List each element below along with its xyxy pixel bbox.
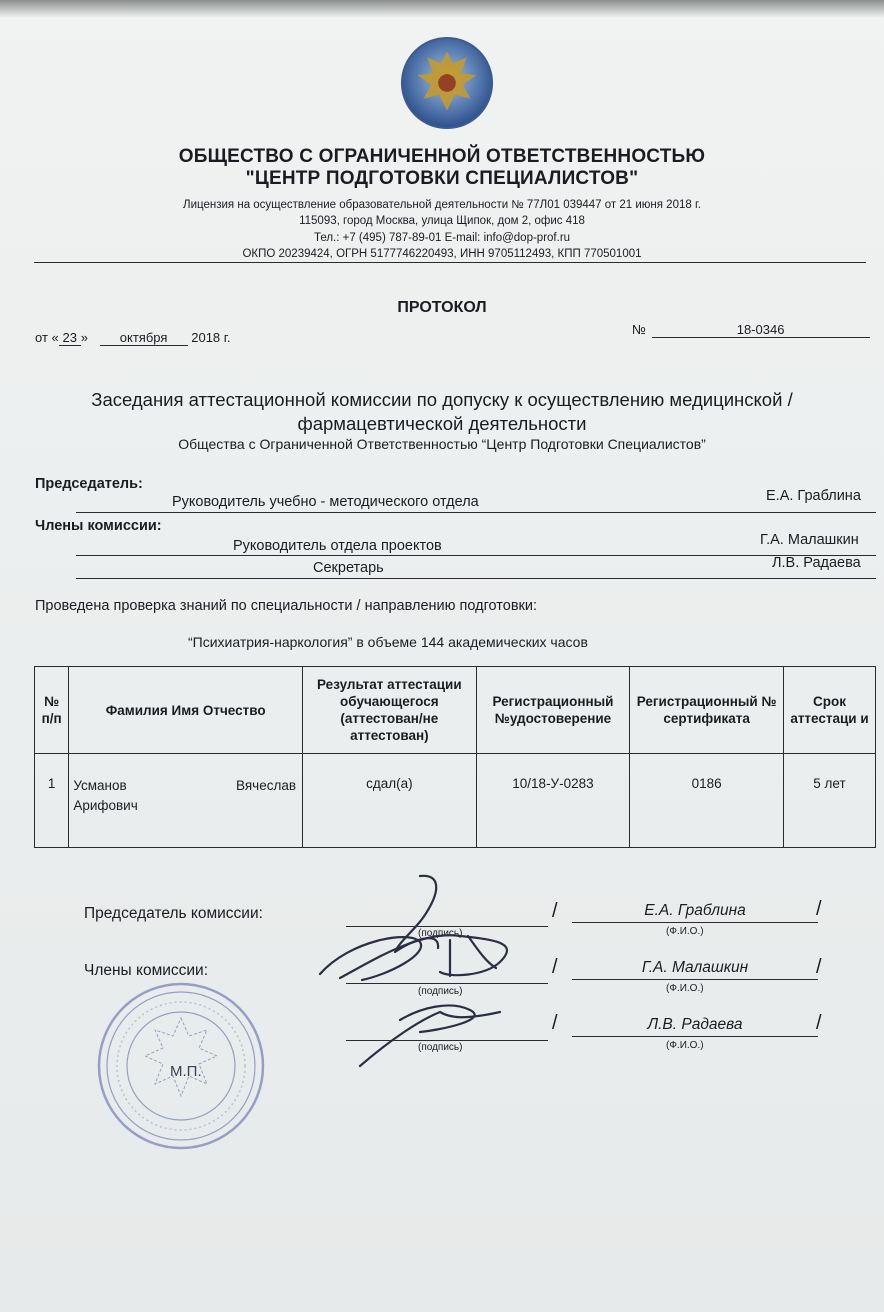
slash-1a: / xyxy=(552,900,558,922)
cell-term: 5 лет xyxy=(783,754,875,848)
th-reg-sert: Регистрационный № сертификата xyxy=(630,667,784,754)
date-prefix: от « xyxy=(35,330,59,345)
chair-role: Руководитель учебно - методического отдела xyxy=(172,494,479,510)
stamp-label: М.П. xyxy=(170,1063,202,1080)
org-title xyxy=(0,146,884,190)
cell-fio xyxy=(69,754,303,848)
org-license: Лицензия на осуществление образовательной деятельности № 77Л01 039447 от 21 июня 2018 г. xyxy=(183,199,701,211)
handwritten-signatures-icon xyxy=(300,870,560,1080)
slash-1b: / xyxy=(816,898,822,920)
sig-name-1: Е.А. Граблина xyxy=(644,902,746,919)
org-title-line2: "ЦЕНТР ПОДГОТОВКИ СПЕЦИАЛИСТОВ" xyxy=(245,168,639,189)
members-label: Члены комиссии: xyxy=(35,518,162,534)
exam-course: “Психиатрия-наркология” в объеме 144 академических часов xyxy=(188,634,588,650)
fio-line-1 xyxy=(572,922,818,923)
member2-name: Л.В. Радаева xyxy=(772,555,861,571)
sig-name-2: Г.А. Малашкин xyxy=(641,959,749,976)
member2-role: Секретарь xyxy=(313,560,384,576)
header-divider xyxy=(34,262,866,263)
sign-caption-1: (подпись) xyxy=(418,928,463,939)
fio-line-1 xyxy=(73,776,296,796)
th-reg-cert: Регистрационный №удостоверение xyxy=(476,667,630,754)
sign-caption-3: (подпись) xyxy=(418,1042,463,1053)
member2-underline xyxy=(76,578,876,579)
fio-name: Вячеслав xyxy=(236,778,297,793)
org-contacts: Тел.: +7 (495) 787-89-01 E-mail: info@dop-prof.ru xyxy=(313,232,571,244)
fio-line-2 xyxy=(572,979,818,980)
sign-caption-2: (подпись) xyxy=(418,986,463,997)
protocol-date xyxy=(35,330,231,346)
sig-members-label: Члены комиссии: xyxy=(84,962,209,979)
slash-2b: / xyxy=(816,956,822,978)
member1-name: Г.А. Малашкин xyxy=(760,532,859,548)
fio-caption-1: (Ф.И.О.) xyxy=(666,926,704,937)
heading-line1: Заседания аттестационной комиссии по допуску к осуществлению медицинской / xyxy=(91,389,793,410)
results-table xyxy=(34,666,876,848)
table-row xyxy=(35,754,876,848)
chair-name: Е.А. Граблина xyxy=(766,488,861,504)
heading-line2: фармацевтической деятельности xyxy=(297,413,587,434)
org-address: 115093, город Москва, улица Щипок, дом 2, офис 418 xyxy=(299,215,585,227)
fio-caption-3: (Ф.И.О.) xyxy=(666,1040,704,1051)
protocol-number xyxy=(632,322,870,338)
date-month: октября xyxy=(100,330,188,346)
fio-patronymic: Арифович xyxy=(73,798,138,813)
chair-label: Председатель: xyxy=(35,476,143,492)
sig-name-3: Л.В. Радаева xyxy=(647,1016,743,1033)
number-value: 18-0346 xyxy=(652,322,870,338)
slash-3a: / xyxy=(552,1012,558,1034)
fio-caption-2: (Ф.И.О.) xyxy=(666,983,704,994)
th-fio: Фамилия Имя Отчество xyxy=(69,667,303,754)
member1-underline xyxy=(76,555,876,556)
number-label: № xyxy=(632,322,646,337)
th-term: Срок аттестаци и xyxy=(783,667,875,754)
cell-reg-sert: 0186 xyxy=(630,754,784,848)
emblem-logo-icon xyxy=(398,34,496,132)
fio-line-3 xyxy=(572,1036,818,1037)
table-header-row xyxy=(35,667,876,754)
slash-3b: / xyxy=(816,1012,822,1034)
protocol-title: ПРОТОКОЛ xyxy=(397,299,487,316)
chair-underline xyxy=(76,512,876,513)
org-title-line1: ОБЩЕСТВО С ОГРАНИЧЕННОЙ ОТВЕТСТВЕННОСТЬЮ xyxy=(178,146,706,167)
date-mid: » xyxy=(80,330,88,345)
date-year: 2018 г. xyxy=(191,330,231,345)
th-num: № п/п xyxy=(35,667,69,754)
exam-intro: Проведена проверка знаний по специальности / направлению подготовки: xyxy=(35,598,538,614)
heading-line3: Общества с Ограниченной Ответственностью “Центр Подготовки Специалистов” xyxy=(178,436,706,452)
member1-role: Руководитель отдела проектов xyxy=(233,538,442,554)
page-top-shadow xyxy=(0,0,884,18)
slash-2a: / xyxy=(552,956,558,978)
th-result: Результат аттестации обучающегося (аттестован/не аттестован) xyxy=(303,667,477,754)
cell-reg-cert: 10/18-У-0283 xyxy=(476,754,630,848)
cell-result: сдал(а) xyxy=(303,754,477,848)
date-day: 23 xyxy=(59,330,81,346)
cell-num: 1 xyxy=(35,754,69,848)
sig-chair-label: Председатель комиссии: xyxy=(84,905,263,922)
org-codes: ОКПО 20239424, ОГРН 5177746220493, ИНН 9705112493, КПП 770501001 xyxy=(242,248,642,260)
fio-surname: Усманов xyxy=(73,778,127,793)
